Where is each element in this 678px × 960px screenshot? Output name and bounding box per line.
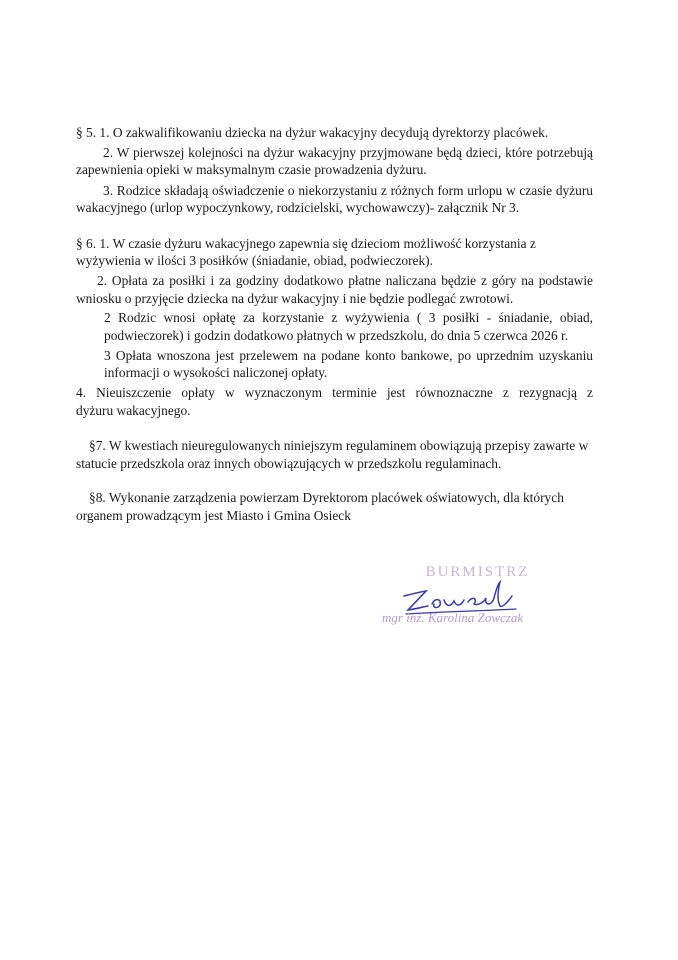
par6-line10: dyżuru wakacyjnego. [76, 403, 191, 418]
par6-line9: 4. Nieuiszczenie opłaty w wyznaczonym terminie jest równoznaczne z rezygnacją z [76, 385, 593, 400]
par6-line4: wniosku o przyjęcie dziecka na dyżur wakacyjny i nie będzie podlegać zwrotowi. [76, 291, 514, 306]
par7-line2: statucie przedszkola oraz innych obowiązujących w przedszkolu regulaminach. [76, 456, 502, 471]
par6-line7: 3 Opłata wnoszona jest przelewem na podane konto bankowe, po uprzednim uzyskaniu [104, 348, 593, 363]
par5-line2: 2. W pierwszej kolejności na dyżur wakacyjny przyjmowane będą dzieci, które potrzebują [103, 145, 593, 160]
par5-line4: 3. Rodzice składają oświadczenie o niekorzystaniu z różnych form urlopu w czasie dyżuru [103, 183, 593, 198]
mayor-stamp [380, 562, 550, 632]
par6-line2: wyżywienia w ilości 3 posiłków (śniadanie, obiad, podwieczorek). [76, 253, 433, 268]
par5-line3: zapewnienia opieki w maksymalnym czasie prowadzenia dyżuru. [76, 162, 427, 177]
par5-line5: wakacyjnego (urlop wypoczynkowy, rodzicielski, wychowawczy)- załącznik Nr 3. [76, 200, 520, 215]
par8-line1: §8. Wykonanie zarządzenia powierzam Dyrektorom placówek oświatowych, dla których [89, 490, 564, 505]
par8-line2: organem prowadzącym jest Miasto i Gmina Osieck [76, 508, 351, 523]
par6-line5: 2 Rodzic wnosi opłatę za korzystanie z wyżywienia ( 3 posiłki - śniadanie, obiad, [104, 310, 593, 325]
par5-line1: § 5. 1. O zakwalifikowaniu dziecka na dyżur wakacyjny decydują dyrektorzy placówek. [76, 125, 549, 140]
par7-line1: §7. W kwestiach nieuregulowanych niniejszym regulaminem obowiązują przepisy zawarte w [89, 438, 589, 453]
stamp-name: mgr inż. Karolina Zowczak [382, 610, 524, 625]
par6-line6: podwieczorek) i godzin dodatkowo płatnych w przedszkolu, do dnia 5 czerwca 2026 r. [104, 328, 569, 343]
par6-line3: 2. Opłata za posiłki i za godziny dodatkowo płatne naliczana będzie z góry na podstawie [97, 273, 593, 288]
par6-line1: § 6. 1. W czasie dyżuru wakacyjnego zapewnia się dzieciom możliwość korzystania z [76, 236, 536, 251]
par6-line8: informacji o wysokości naliczonej opłaty. [104, 365, 328, 380]
stamp-title: BURMISTRZ [425, 564, 530, 580]
